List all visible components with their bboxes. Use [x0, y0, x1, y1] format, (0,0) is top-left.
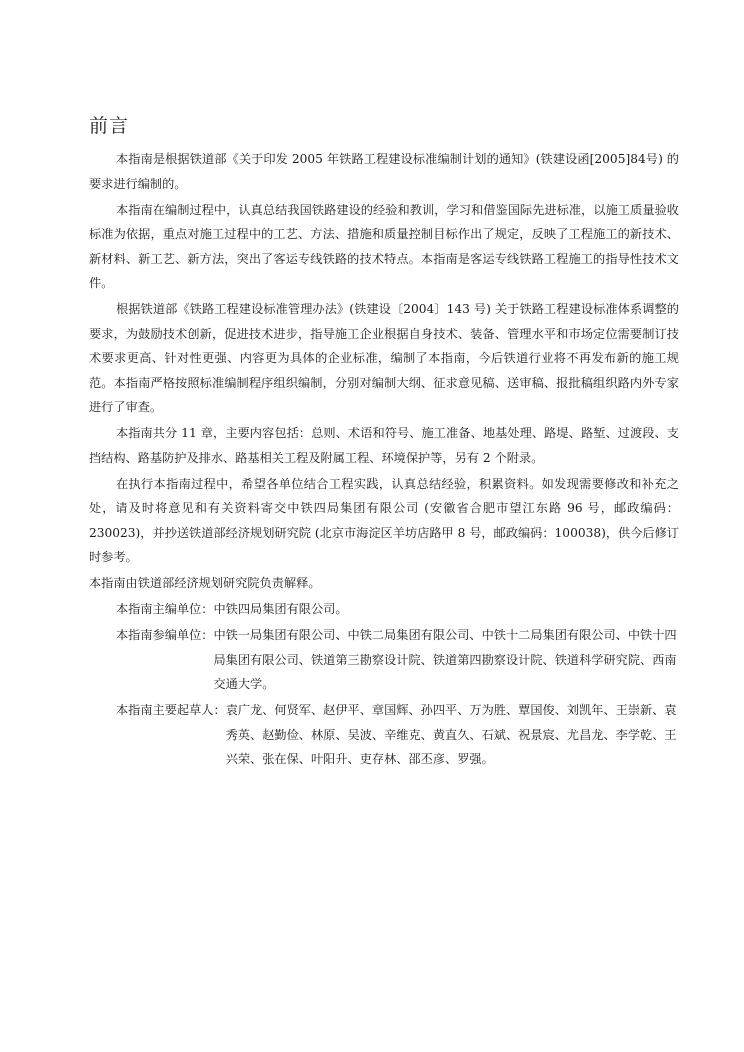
drafters-label: 本指南主要起草人： [116, 703, 226, 717]
editor-unit-label: 本指南主编单位： [116, 602, 214, 616]
coeditor-units-label: 本指南参编单位： [116, 628, 214, 642]
paragraph-feedback: 在执行本指南过程中，希望各单位结合工程实践，认真总结经验，积累资料。如发现需要修改和补充之处，请及时将意见和有关资料寄交中铁四局集团有限公司 (安徽省合肥市望江东路 96 号，邮政编码：230023)，并抄送铁道部经济规划研究院 (北京市海淀区羊坊店路甲 8 号，邮政编码：100038)，供今后修订时参考。 [89, 476, 679, 564]
preface-body [89, 147, 679, 773]
coeditor-units-value: 中铁一局集团有限公司、中铁二局集团有限公司、中铁十二局集团有限公司、中铁十四局集团有限公司、铁道第三勘察设计院、铁道第四勘察设计院、铁道科学研究院、西南交通大学。 [213, 628, 677, 691]
paragraph-standards-management: 根据铁道部《铁路工程建设标准管理办法》(铁建设〔2004〕143 号) 关于铁路工程建设标准体系调整的要求，为鼓励技术创新，促进技术进步，指导施工企业根据自身技术、装备、管理水平和市场定位需要制订技术要求更高、针对性更强、内容更为具体的企业标准，编制了本指南，今后铁道行业将不再发布新的施工规范。本指南严格按照标准编制程序组织编制，分别对编制大纲、征求意见稿、送审稿、报批稿组织路内外专家进行了审查。 [89, 302, 679, 414]
editor-unit-value: 中铁四局集团有限公司。 [213, 602, 348, 616]
paragraph-interpretation: 本指南由铁道部经济规划研究院负责解释。 [89, 576, 321, 590]
paragraph-compilation: 本指南在编制过程中，认真总结我国铁路建设的经验和教训，学习和借鉴国际先进标准，以施工质量验收标准为依据，重点对施工过程中的工艺、方法、措施和质量控制目标作出了规定，反映了工程施工的新技术、新材料、新工艺、新方法，突出了客运专线铁路的技术特点。本指南是客运专线铁路工程施工的指导性技术文件。 [89, 202, 679, 290]
page-title: 前言 [89, 115, 130, 137]
editor-unit-row [89, 597, 679, 622]
drafters-row [89, 698, 679, 772]
paragraph-basis: 本指南是根据铁道部《关于印发 2005 年铁路工程建设标准编制计划的通知》(铁建设函[2005]84号) 的要求进行编制的。 [89, 152, 679, 191]
drafters-value: 袁广龙、何贤军、赵伊平、章国辉、孙四平、万为胜、覃国俊、刘凯年、王崇新、袁秀英、赵勤俭、林原、吴波、辛维克、黄直久、石斌、祝景宸、尤昌龙、李学乾、王兴荣、张在保、叶阳升、吏存林、邵丕彦、罗强。 [225, 703, 677, 766]
paragraph-chapters: 本指南共分 11 章，主要内容包括：总则、术语和符号、施工准备、地基处理、路堤、路堑、过渡段、支挡结构、路基防护及排水、路基相关工程及附属工程、环境保护等，另有 2 个附录。 [89, 426, 679, 465]
coeditor-units-row [89, 623, 679, 697]
